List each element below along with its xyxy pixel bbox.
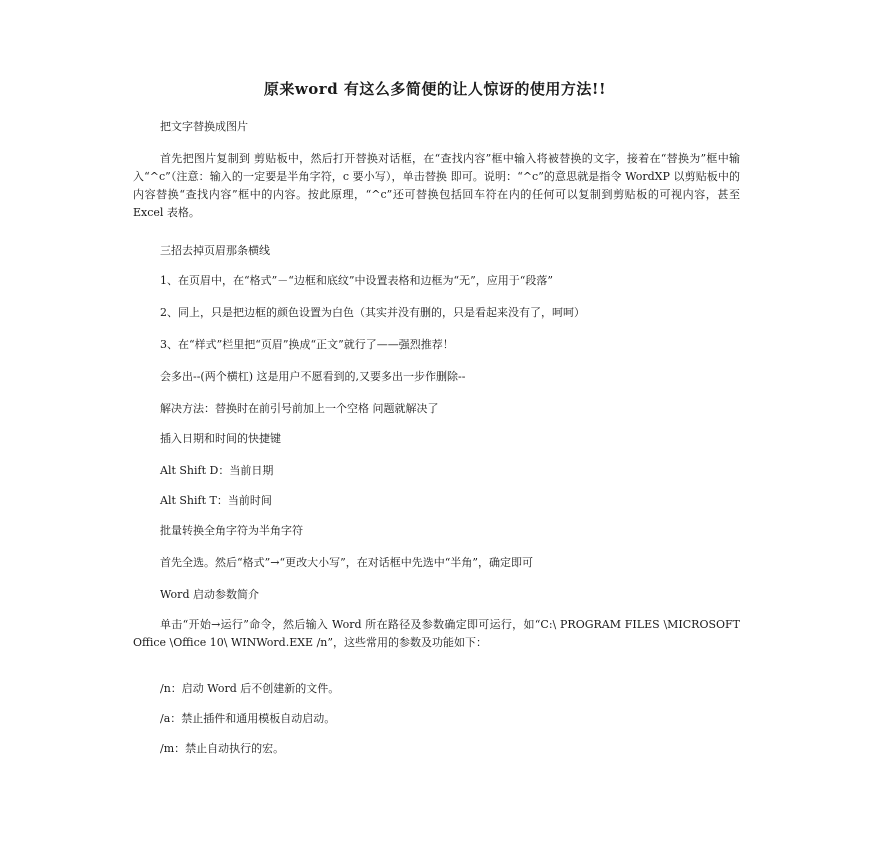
list-item-2: 2、同上，只是把边框的颜色设置为白色（其实并没有删的，只是看起来没有了，呵呵） [160, 306, 585, 319]
paragraph-replace-steps: 首先把图片复制到 剪贴板中，然后打开替换对话框，在“查找内容”框中输入将被替换的文字，接着在“替换为”框中输入“^c”（注意：输入的一定要是半角字符，c 要小写），单击替换 即可。说明：“^c”的意思就是指令 WordXP 以剪贴板中的内容替换“查找内容”框中的内容。按此原理，“^c”还可替换包括回车符在内的任何可以复制到剪贴板的可视内容，甚至 Excel 表格。 [133, 152, 740, 219]
section-heading-word-params: Word 启动参数简介 [160, 588, 259, 601]
section-heading-datetime: 插入日期和时间的快捷键 [160, 432, 281, 445]
shortcut-date: Alt Shift D：当前日期 [160, 464, 274, 477]
param-n: /n：启动 Word 后不创建新的文件。 [160, 682, 340, 695]
note-paragraph: 会多出--(两个横杠) 这是用户不愿看到的,又要多出一步作删除-- [160, 370, 466, 383]
solution-paragraph: 解决方法：替换时在前引号前加上一个空格 问题就解决了 [160, 402, 439, 415]
halfwidth-steps: 首先全选。然后“格式”→“更改大小写”，在对话框中先选中“半角”，确定即可 [160, 556, 533, 569]
section-heading-header-line: 三招去掉页眉那条横线 [160, 244, 270, 257]
document-title: 原来word 有这么多简便的让人惊讶的使用方法!! [263, 80, 607, 98]
list-item-1: 1、在页眉中，在“格式”－“边框和底纹”中设置表格和边框为“无”，应用于“段落” [160, 274, 553, 287]
shortcut-time: Alt Shift T：当前时间 [160, 494, 272, 507]
param-a: /a：禁止插件和通用模板自动启动。 [160, 712, 336, 725]
section-heading-halfwidth: 批量转换全角字符为半角字符 [160, 524, 303, 537]
list-item-3: 3、在“样式”栏里把“页眉”换成“正文”就行了——强烈推荐！ [160, 338, 454, 351]
param-m: /m：禁止自动执行的宏。 [160, 742, 285, 755]
section-heading-replace-text: 把文字替换成图片 [160, 120, 248, 133]
word-params-paragraph: 单击“开始→运行”命令，然后输入 Word 所在路径及参数确定即可运行，如“C:\ PROGRAM FILES \MICROSOFT Office \Office 10\ WINWord.EXE /n”，这些常用的参数及功能如下： [133, 618, 740, 649]
